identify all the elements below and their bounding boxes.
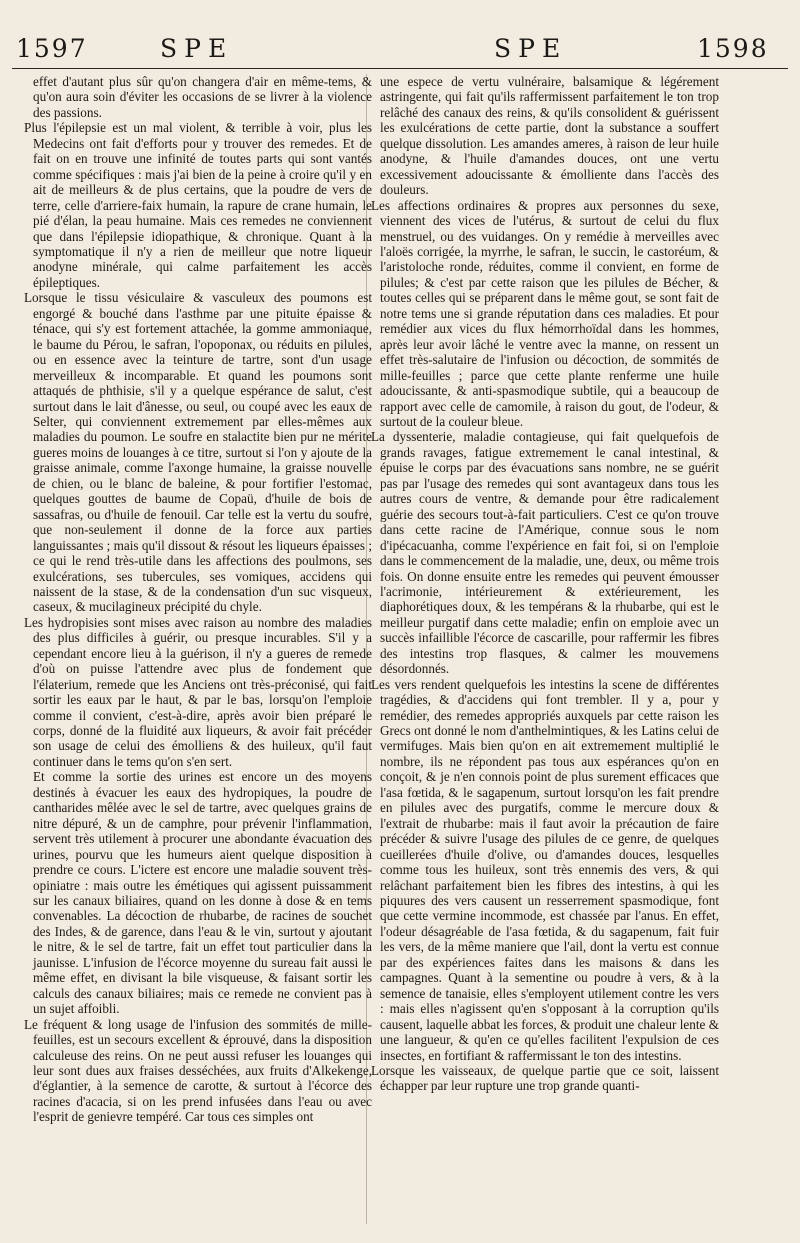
paragraph: Les hydropisies sont mises avec raison au nombre des maladies des plus difficiles à guérir, ou presque incurables. S'il y a cependant encore lieu à la guérison, il n'y a gueres de remede d'où on puisse l'attendre avec plus de fondement que l'élaterium, remede que les Anciens ont très-préconisé, qui fait sortir les eaux par le haut, & par le bas, lorsqu'on l'emploie comme il convient, c'est-à-dire, après avoir bien préparé le corps, donné de la fluidité aux liqueurs, & avoir fait précéder son usage de celui des émolliens & des huileux, qu'il faut continuer dans le tems qu'on s'en sert. [24, 614, 372, 769]
paragraph: Lorsque les vaisseaux, de quelque partie que ce soit, laissent échapper par leur rupture une trop grande quanti- [371, 1063, 719, 1094]
paragraph: effet d'autant plus sûr qu'on changera d'air en même-tems, & qu'on aura soin d'éviter les occasions de se livrer à la violence des passions. [33, 74, 372, 120]
paragraph: Les vers rendent quelquefois les intestins la scene de différentes tragédies, & d'accidens qui font trembler. Il y a, pour y remédier, des remedes appropriés auxquels par cette raison les Grecs ont donné le nom d'anthelmintiques, & les Latins celui de vermifuges. Mais bien qu'on en ait extremement multiplié le nombre, ils ne répondent pas tous aux espérances qu'on en conçoit, & je n'en connois point de plus surement efficaces que l'asa fœtida, & le sagapenum, surtout lorsqu'on les fait prendre en pilules avec des purgatifs, comme le mercure doux & l'extrait de rhubarbe: mais il faut avoir la précaution de faire précéder & suivre l'usage des pilules de ce genre, de quelques cueillerées d'huile d'olive, ou d'amandes douces, lesquelles comme tous les huileux, sont très ennemis des vers, & qui relâchant parfaitement bien les fibres des intestins, à qui les piquures des vers causent un resserrement spasmodique, font que cette vermine incommode, est chassée par l'anus. En effet, l'odeur désagréable de l'asa fœtida, & du sagapenum, fait fuir les vers, de la même maniere que l'ail, dont la vertu est connue par des expériences faites dans les maisons & dans les campagnes. Quant à la sementine ou poudre à vers, & à la semence de tanaisie, elles s'employent utilement contre les vers : mais elles n'agissent qu'en s'opposant à la corruption qu'ils causent, laquelle abbat les forces, & produit une chaleur lente & une langueur, & qu'en ce qu'elles facilitent l'expulsion de ces insectes, en fortifiant & raffermissant le ton des intestins. [371, 676, 719, 1063]
paragraph: Et comme la sortie des urines est encore un des moyens destinés à évacuer les eaux des hydropiques, la poudre de cantharides mêlée avec le sel de tartre, avec quelques grains de nitre dépuré, & un de camphre, pour prévenir l'inflammation, servent très utilement à procurer une abondante évacuation des urines, pourvu que les humeurs aient quelque disposition à prendre ce cours. L'ictere est encore une maladie souvent très-opiniatre : mais outre les émétiques qui agissent puissamment sur les canaux biliaires, quand on les donne à dose & en tems convenables. La décoction de rhubarbe, de racines de souchet des Indes, & de garence, dans l'eau & le vin, surtout y ajoutant le nitre, & le sel de tartre, fait un effet tout particulier dans la jaunisse. L'infusion de l'écorce moyenne du sureau fait aussi le même effet, en divisant la bile visqueuse, & faisant sortir les calculs des canaux biliaires; mais ce remede ne convient pas à un sujet affoibli. [33, 769, 372, 1017]
paragraph: une espece de vertu vulnéraire, balsamique & légérement astringente, qui fait qu'ils raffermissent parfaitement le ton trop relâché des canaux des reins, & qu'ils consolident & guérissent les exulcérations de cette partie, dont la substance a souffert quelque dissolution. Les amandes ameres, à raison de leur huile anodyne, & l'huile d'amandes douces, ont une vertu excessivement adoucissante & émolliente dans l'accès des douleurs. [380, 74, 719, 198]
paragraph: Lorsque le tissu vésiculaire & vasculeux des poumons est engorgé & bouché dans l'asthme par une pituite épaisse & ténace, qui s'y est fortement attachée, la gomme ammoniaque, le baume du Pérou, le safran, l'opoponax, ou réduits en pilules, ou en essence avec la teinture de tartre, sont d'un usage merveilleux & incomparable. Et quand les poumons sont attaqués de phthisie, s'il y a quelque espérance de salut, c'est surtout dans le lait d'ânesse, ou seul, ou coupé avec les eaux de Selter, qui conviennent extremement par elles-mêmes aux maladies du poumon. Le soufre en stalactite bien pur ne mérite gueres moins de louanges à ce titre, surtout si l'on y ajoute de la graisse animale, comme l'axonge humaine, la graisse nouvelle de chien, ou le blanc de baleine, & pour fortifier l'estomac, quelques gouttes de baume de Copaü, d'huile de bois de sassafras, ou d'huile de fenouil. Car telle est la vertu du soufre, que non-seulement il donne de la force aux parties languissantes ; mais qu'il dissout & résout les liqueurs épaisses ; ce qui le rend très-utile dans les affections des poulmons, ses exulcérations, ses tubercules, ses vomiques, accidens qui naissent de la stase, & de la condensation d'un suc visqueux, caseux, & mucilagineux précipité du chyle. [24, 290, 372, 615]
paragraph: Plus l'épilepsie est un mal violent, & terrible à voir, plus les Medecins ont fait d'efforts pour y trouver des remedes. Et de fait on en trouve une infinité de toutes parts qui sont vantés comme spécifiques : mais j'ai bien de la peine à croire qu'il y en ait de meilleurs & de plus certains, que la poudre de vers de terre, celle d'arriere-faix humain, la rapure de crane humain, le pié d'élan, la peau humaine. Mais ces remedes ne conviennent que dans l'épilepsie idiopathique, & chronique. Quant à la symptomatique il n'y a rien de meilleur que notre liqueur anodyne minérale, qui calme parfaitement les accès épileptiques. [24, 120, 372, 290]
header-rule [12, 68, 788, 69]
running-title-right: SPE [494, 34, 568, 63]
page-number-right: 1598 [697, 34, 769, 63]
right-column [371, 74, 719, 1224]
paragraph: Le fréquent & long usage de l'infusion des sommités de mille-feuilles, est un secours excellent & éprouvé, dans la disposition calculeuse des reins. On ne peut aussi refuser les louanges qui leur sont dues aux fraises desséchées, aux fruits d'Alkekenge, d'églantier, à la semence de carotte, & surtout à l'écorce des racines d'acacia, si on les prend infusées dans l'eau ou avec l'esprit de genievre tempéré. Car tous ces simples ont [24, 1016, 372, 1125]
paragraph: Les affections ordinaires & propres aux personnes du sexe, viennent des vices de l'utérus, & surtout de celui du flux menstruel, ou des vuidanges. On y remédie à merveilles avec l'aloës corrigée, la myrrhe, le safran, le succin, le castoréum, & l'aristoloche ronde, réduites, comme il convient, en forme de pilules; & c'est par cette raison que les pilules de Bécher, & toutes celles qui se préparent dans le même gout, se sont fait de notre tems une si grande réputation dans ces maladies. Et pour remédier aux vices du flux hémorrhoïdal dans les hommes, après leur avoir lâché le ventre avec la manne, on ressent un effet très-salutaire de l'infusion ou décoction, de sommités de mille-feuilles ; parce que cette plante renferme une huile adoucissante, & anti-spasmodique subtile, qui a beaucoup de rapport avec celle de camomile, à raison du gout, de l'odeur, & surtout de la couleur bleue. [371, 197, 719, 429]
paragraph: La dyssenterie, maladie contagieuse, qui fait quelquefois de grands ravages, fatigue extremement le canal intestinal, & épuise le corps par des évacuations sans nombre, ne se guérit pas par l'usage des remedes qui sont avantageux dans tous les autres cours de ventre, & demande pour être radicalement guérie des secours tout-à-fait particuliers. C'est ce qu'on trouve dans cette racine de l'Amérique, connue sous le nom d'ipécacuanha, comme l'expérience en fait foi, si on l'emploie dans le commencement de la maladie, une, deux, ou même trois fois. On donne ensuite entre les remedes qui peuvent émousser l'acrimonie, intérieurement & extérieurement, les diaphorétiques doux, & les tempérans & la rhubarbe, qui est le meilleur purgatif dans cette maladie; enfin on emploie avec un succès infaillible l'écorce de cascarille, pour raffermir les fibres des intestins trop flasques, & calmer les mouvemens désordonnés. [371, 429, 719, 677]
running-title-left: SPE [160, 34, 234, 63]
page-number-left: 1597 [16, 34, 88, 63]
left-column [24, 74, 372, 1224]
